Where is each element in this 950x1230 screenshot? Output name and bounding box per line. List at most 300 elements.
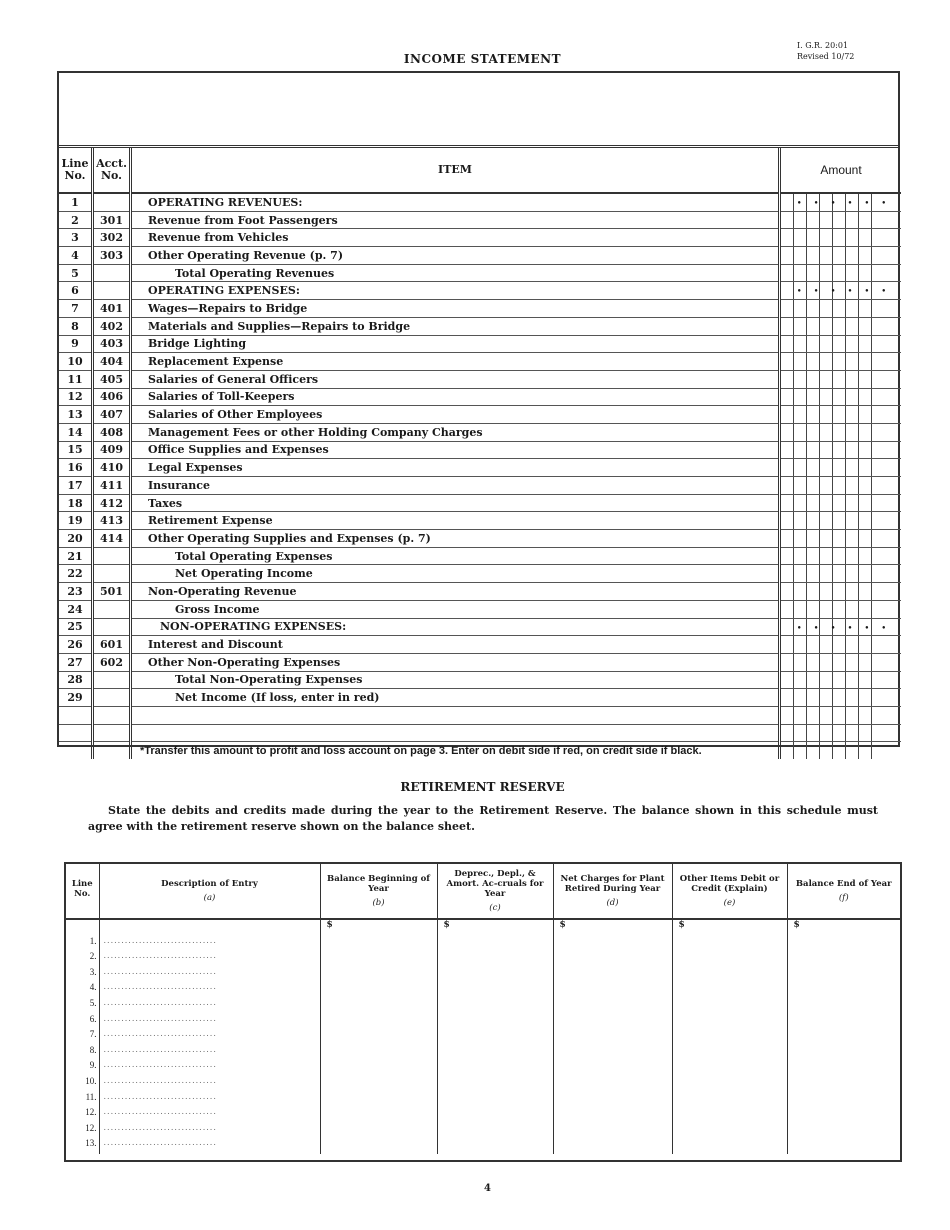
rr-amount-field[interactable] <box>320 1014 437 1030</box>
transfer-note: *Transfer this amount to profit and loss account on page 3. Enter on debit side if red, on credit side if black. <box>131 742 780 759</box>
table-row <box>59 477 901 495</box>
rr-amount-field[interactable] <box>787 951 900 967</box>
rr-amount-field[interactable] <box>320 951 437 967</box>
item-text: NON-OPERATING EXPENSES: <box>160 620 347 634</box>
item-label <box>131 706 780 724</box>
amount-grid <box>781 353 901 370</box>
amount-grid <box>781 212 901 229</box>
item-text: Total Operating Expenses <box>175 549 333 563</box>
item-text: Salaries of General Officers <box>148 372 319 386</box>
amount-grid <box>781 229 901 246</box>
account-number: 406 <box>93 388 131 406</box>
item-label <box>131 193 780 211</box>
line-number: 7 <box>59 300 93 318</box>
header-item: ITEM <box>131 148 780 193</box>
rr-amount-field[interactable] <box>437 1092 553 1108</box>
rr-column-code: (a) <box>203 893 216 903</box>
rr-description-field[interactable]: ................................ <box>99 967 320 983</box>
amount-grid <box>781 406 901 423</box>
rr-amount-field[interactable] <box>320 936 437 952</box>
amount-grid <box>781 689 901 706</box>
amount-cell[interactable] <box>780 264 902 282</box>
item-label <box>131 618 780 636</box>
rr-amount-field[interactable] <box>787 1076 900 1092</box>
item-label <box>131 317 780 335</box>
rr-amount-field[interactable] <box>553 1138 672 1154</box>
account-number: 414 <box>93 530 131 548</box>
item-text: OPERATING REVENUES: <box>148 195 303 209</box>
item-label <box>131 282 780 300</box>
rr-amount-field[interactable] <box>787 967 900 983</box>
amount-cell <box>780 742 902 759</box>
table-row <box>66 1107 900 1123</box>
item-label <box>131 459 780 477</box>
item-text: Revenue from Foot Passengers <box>148 213 338 227</box>
rr-amount-field[interactable] <box>437 1138 553 1154</box>
rr-description-field[interactable]: ................................ <box>99 1076 320 1092</box>
amount-cell[interactable] <box>780 636 902 654</box>
rr-description-field[interactable]: ................................ <box>99 1014 320 1030</box>
item-text: Non-Operating Revenue <box>148 584 297 598</box>
header-acct-no: Acct. No. <box>93 148 131 193</box>
account-number <box>93 547 131 565</box>
rr-amount-field[interactable] <box>437 1060 553 1076</box>
rr-column-header <box>99 864 320 919</box>
form-id-line1: I. G.R. 20:01 <box>797 41 849 50</box>
rr-column-label: Net Charges for Plant Retired During Year <box>560 874 665 894</box>
line-number: 29 <box>59 689 93 707</box>
rr-column-code: (f) <box>838 893 849 903</box>
rr-amount-field[interactable] <box>672 1060 787 1076</box>
line-number: 20 <box>59 530 93 548</box>
rr-amount-field[interactable] <box>787 1138 900 1154</box>
line-number: 22 <box>59 565 93 583</box>
amount-grid <box>781 548 901 565</box>
item-label <box>131 264 780 282</box>
rr-column-label: Line No. <box>71 879 93 899</box>
amount-grid <box>781 654 901 671</box>
table-row <box>59 494 901 512</box>
amount-dots: • • • • • • <box>797 622 892 632</box>
account-number <box>93 193 131 211</box>
rr-line-number: 8. <box>89 1044 97 1055</box>
rr-description-field[interactable]: ................................ <box>99 936 320 952</box>
rr-amount-field[interactable] <box>553 936 672 952</box>
rr-amount-field[interactable] <box>672 1029 787 1045</box>
table-row <box>66 967 900 983</box>
amount-grid <box>781 725 901 742</box>
amount-dots: • • • • • • <box>797 286 892 296</box>
account-number <box>93 671 131 689</box>
item-label <box>131 406 780 424</box>
rr-column-header <box>66 864 99 919</box>
rr-amount-field[interactable] <box>672 1138 787 1154</box>
amount-grid <box>781 565 901 582</box>
account-number: 601 <box>93 636 131 654</box>
amount-grid <box>781 300 901 317</box>
rr-line-number: 11. <box>85 1091 97 1102</box>
table-row <box>66 1123 900 1139</box>
amount-cell[interactable] <box>780 406 902 424</box>
dollar-sign: $ <box>787 919 900 936</box>
rr-amount-field[interactable] <box>672 1107 787 1123</box>
rr-amount-field[interactable] <box>320 1138 437 1154</box>
item-text: Management Fees or other Holding Company Charges <box>148 425 483 439</box>
line-number: 28 <box>59 671 93 689</box>
account-number: 602 <box>93 653 131 671</box>
item-label <box>131 530 780 548</box>
rr-column-header <box>437 864 553 919</box>
rr-amount-field[interactable] <box>320 1076 437 1092</box>
amount-cell[interactable] <box>780 353 902 371</box>
item-label <box>131 211 780 229</box>
rr-amount-field[interactable] <box>437 998 553 1014</box>
item-text: Other Non-Operating Expenses <box>148 655 341 669</box>
table-row <box>59 423 901 441</box>
rr-amount-field[interactable] <box>787 982 900 998</box>
rr-amount-field[interactable] <box>672 1092 787 1108</box>
form-id-line2: Revised 10/72 <box>797 52 855 61</box>
amount-cell[interactable] <box>780 229 902 247</box>
table-row <box>66 1014 900 1030</box>
account-number <box>93 264 131 282</box>
table-row <box>66 1029 900 1045</box>
amount-cell[interactable] <box>780 547 902 565</box>
dollar-sign: $ <box>320 919 437 936</box>
amount-cell[interactable] <box>780 247 902 265</box>
item-text: Net Income (If loss, enter in red) <box>175 691 380 705</box>
rr-description-field[interactable]: ................................ <box>99 982 320 998</box>
account-number: 501 <box>93 583 131 601</box>
rr-amount-field[interactable] <box>672 1045 787 1061</box>
rr-amount-field[interactable] <box>553 982 672 998</box>
rr-amount-field[interactable] <box>320 1092 437 1108</box>
rr-amount-field[interactable] <box>320 982 437 998</box>
item-label <box>131 494 780 512</box>
amount-cell[interactable] <box>780 459 902 477</box>
amount-cell[interactable] <box>780 583 902 601</box>
header-blank-area <box>59 73 898 148</box>
rr-amount-field[interactable] <box>553 1076 672 1092</box>
rr-amount-field[interactable] <box>553 1123 672 1139</box>
rr-amount-field[interactable] <box>672 936 787 952</box>
rr-amount-field[interactable] <box>320 967 437 983</box>
line-number: 9 <box>59 335 93 353</box>
rr-amount-field[interactable] <box>787 1029 900 1045</box>
line-number <box>59 724 93 742</box>
item-label <box>131 671 780 689</box>
table-row <box>66 1138 900 1154</box>
item-text: Replacement Expense <box>148 355 284 369</box>
amount-cell[interactable] <box>780 370 902 388</box>
amount-cell[interactable] <box>780 317 902 335</box>
header-line-no: Line No. <box>59 148 93 193</box>
rr-amount-field[interactable] <box>787 936 900 952</box>
rr-description-field[interactable]: ................................ <box>99 1045 320 1061</box>
rr-amount-field[interactable] <box>320 1045 437 1061</box>
item-label <box>131 229 780 247</box>
item-text: Insurance <box>148 478 210 492</box>
rr-column-label: Other Items Debit or Credit (Explain) <box>679 874 780 894</box>
rr-amount-field[interactable] <box>672 967 787 983</box>
table-row <box>59 247 901 265</box>
rr-column-header <box>787 864 900 919</box>
retirement-reserve-body <box>66 919 900 1154</box>
rr-amount-field[interactable] <box>672 951 787 967</box>
table-row <box>59 264 901 282</box>
item-text: Total Operating Revenues <box>175 266 335 280</box>
item-text: Gross Income <box>175 602 260 616</box>
line-number: 12 <box>59 388 93 406</box>
rr-column-label: Balance Beginning of Year <box>327 874 430 894</box>
amount-grid <box>781 583 901 600</box>
rr-column-label: Balance End of Year <box>795 879 892 889</box>
amount-dots: • • • • • • <box>797 198 892 207</box>
rr-column-code: (d) <box>606 898 619 908</box>
item-label <box>131 247 780 265</box>
line-number: 11 <box>59 370 93 388</box>
item-label <box>131 565 780 583</box>
rr-amount-field[interactable] <box>787 1060 900 1076</box>
rr-amount-field[interactable] <box>437 1076 553 1092</box>
rr-amount-field[interactable] <box>553 1014 672 1030</box>
item-text: Other Operating Supplies and Expenses (p. 7) <box>148 531 431 545</box>
rr-description-field[interactable]: ................................ <box>99 1060 320 1076</box>
amount-cell[interactable] <box>780 282 902 300</box>
table-row <box>59 653 901 671</box>
rr-line-number: 1. <box>89 935 97 946</box>
rr-amount-field[interactable] <box>787 1045 900 1061</box>
amount-grid <box>781 371 901 388</box>
table-row <box>59 724 901 742</box>
rr-amount-field[interactable] <box>437 936 553 952</box>
rr-amount-field[interactable] <box>672 998 787 1014</box>
amount-grid <box>781 265 901 282</box>
item-text: Taxes <box>148 496 183 510</box>
rr-description-field[interactable]: ................................ <box>99 1138 320 1154</box>
amount-grid <box>781 707 901 724</box>
amount-cell[interactable] <box>780 211 902 229</box>
amount-cell[interactable] <box>780 335 902 353</box>
rr-amount-field[interactable] <box>437 951 553 967</box>
item-label <box>131 512 780 530</box>
line-number: 4 <box>59 247 93 265</box>
item-text: Retirement Expense <box>148 514 273 528</box>
table-row <box>59 388 901 406</box>
rr-line-number: 12. <box>85 1107 97 1118</box>
rr-description-field[interactable]: ................................ <box>99 1029 320 1045</box>
table-row <box>66 1092 900 1108</box>
rr-amount-field[interactable] <box>437 982 553 998</box>
rr-line-number: 9. <box>89 1060 97 1071</box>
table-row <box>66 1076 900 1092</box>
amount-cell[interactable] <box>780 565 902 583</box>
rr-amount-field[interactable] <box>553 1029 672 1045</box>
item-label <box>131 636 780 654</box>
account-number <box>93 689 131 707</box>
rr-amount-field[interactable] <box>787 1107 900 1123</box>
rr-description-field[interactable]: ................................ <box>99 1092 320 1108</box>
rr-amount-field[interactable] <box>787 1123 900 1139</box>
line-number: 15 <box>59 441 93 459</box>
account-number: 407 <box>93 406 131 424</box>
item-label <box>131 353 780 371</box>
dollar-sign: $ <box>672 919 787 936</box>
account-number <box>93 600 131 618</box>
table-row <box>59 689 901 707</box>
account-number: 409 <box>93 441 131 459</box>
amount-grid <box>781 318 901 335</box>
table-row <box>59 530 901 548</box>
amount-cell[interactable] <box>780 530 902 548</box>
amount-cell[interactable] <box>780 477 902 495</box>
amount-cell[interactable] <box>780 494 902 512</box>
item-text: Materials and Supplies—Repairs to Bridge <box>148 319 411 333</box>
rr-amount-field[interactable] <box>672 1076 787 1092</box>
table-row <box>59 459 901 477</box>
amount-cell[interactable] <box>780 512 902 530</box>
rr-amount-field[interactable] <box>787 1014 900 1030</box>
table-row <box>59 406 901 424</box>
rr-amount-field[interactable] <box>437 967 553 983</box>
rr-line-number: 7. <box>89 1029 97 1040</box>
rr-amount-field[interactable] <box>553 1060 672 1076</box>
rr-column-label: Description of Entry <box>161 879 258 889</box>
amount-cell[interactable] <box>780 300 902 318</box>
item-label <box>131 423 780 441</box>
amount-cell[interactable] <box>780 671 902 689</box>
rr-amount-field[interactable] <box>787 998 900 1014</box>
line-number: 3 <box>59 229 93 247</box>
amount-grid <box>781 636 901 653</box>
table-row <box>59 335 901 353</box>
item-text: Total Non-Operating Expenses <box>175 673 363 687</box>
account-number: 403 <box>93 335 131 353</box>
rr-column-code: (b) <box>372 898 385 908</box>
amount-grid <box>781 336 901 353</box>
table-row <box>59 370 901 388</box>
item-text: Legal Expenses <box>148 461 243 475</box>
table-row <box>66 998 900 1014</box>
rr-line-number: 4. <box>89 982 97 993</box>
amount-cell[interactable] <box>780 193 902 211</box>
rr-amount-field[interactable] <box>437 1045 553 1061</box>
page-number: 4 <box>484 1183 491 1194</box>
rr-amount-field[interactable] <box>437 1123 553 1139</box>
rr-amount-field[interactable] <box>553 967 672 983</box>
rr-amount-field[interactable] <box>437 1029 553 1045</box>
account-number: 410 <box>93 459 131 477</box>
account-number <box>93 282 131 300</box>
amount-cell[interactable] <box>780 618 902 636</box>
amount-cell[interactable] <box>780 600 902 618</box>
line-number: 2 <box>59 211 93 229</box>
amount-cell[interactable] <box>780 706 902 724</box>
rr-amount-field[interactable] <box>320 1029 437 1045</box>
item-label <box>131 388 780 406</box>
rr-amount-field[interactable] <box>553 1045 672 1061</box>
dollar-sign: $ <box>437 919 553 936</box>
amount-cell[interactable] <box>780 689 902 707</box>
amount-cell[interactable] <box>780 388 902 406</box>
line-number: 27 <box>59 653 93 671</box>
account-number: 404 <box>93 353 131 371</box>
amount-cell[interactable] <box>780 423 902 441</box>
rr-description-field[interactable]: ................................ <box>99 998 320 1014</box>
rr-description-field[interactable]: ................................ <box>99 1123 320 1139</box>
header-amount: Amount <box>780 148 902 193</box>
rr-amount-field[interactable] <box>320 1123 437 1139</box>
amount-cell[interactable] <box>780 653 902 671</box>
amount-cell[interactable] <box>780 441 902 459</box>
income-statement-body <box>59 193 901 759</box>
item-text: OPERATING EXPENSES: <box>148 284 300 298</box>
account-number: 412 <box>93 494 131 512</box>
rr-amount-field[interactable] <box>320 1060 437 1076</box>
item-label <box>131 583 780 601</box>
table-row <box>59 600 901 618</box>
table-row <box>59 565 901 583</box>
amount-cell[interactable] <box>780 724 902 742</box>
rr-amount-field[interactable] <box>437 1107 553 1123</box>
amount-grid <box>781 389 901 406</box>
rr-amount-field[interactable] <box>320 1107 437 1123</box>
rr-column-label: Deprec., Depl., & Amort. Ac-cruals for Year <box>446 869 544 899</box>
table-row <box>59 671 901 689</box>
amount-grid <box>781 495 901 512</box>
retirement-reserve-frame <box>64 862 902 1162</box>
retirement-reserve-instructions: State the debits and credits made during the year to the Retirement Reserve. The balance shown in this schedule must agree with the retirement reserve shown on the balance sheet. <box>88 804 878 833</box>
item-label <box>131 689 780 707</box>
rr-line-number: 10. <box>85 1075 97 1086</box>
retirement-reserve-title: RETIREMENT RESERVE <box>400 780 565 794</box>
item-text: Interest and Discount <box>148 638 283 652</box>
rr-amount-field[interactable] <box>320 998 437 1014</box>
account-number <box>93 618 131 636</box>
item-label <box>131 441 780 459</box>
rr-amount-field[interactable] <box>672 982 787 998</box>
rr-amount-field[interactable] <box>672 1123 787 1139</box>
rr-amount-field[interactable] <box>553 951 672 967</box>
rr-amount-field[interactable] <box>553 1107 672 1123</box>
account-number: 405 <box>93 370 131 388</box>
account-number: 411 <box>93 477 131 495</box>
rr-column-header <box>320 864 437 919</box>
rr-amount-field[interactable] <box>787 1092 900 1108</box>
item-text: Revenue from Vehicles <box>148 231 289 245</box>
line-number: 14 <box>59 423 93 441</box>
item-label <box>131 653 780 671</box>
table-row <box>59 229 901 247</box>
rr-description-field[interactable]: ................................ <box>99 1107 320 1123</box>
rr-amount-field[interactable] <box>672 1014 787 1030</box>
rr-description-field[interactable]: ................................ <box>99 951 320 967</box>
rr-amount-field[interactable] <box>553 998 672 1014</box>
table-row <box>59 618 901 636</box>
account-number: 302 <box>93 229 131 247</box>
item-text: Salaries of Other Employees <box>148 408 323 422</box>
item-text: Wages—Repairs to Bridge <box>148 301 308 315</box>
rr-amount-field[interactable] <box>437 1014 553 1030</box>
line-number: 25 <box>59 618 93 636</box>
rr-column-code: (c) <box>489 903 501 913</box>
amount-grid <box>781 442 901 459</box>
page-title: INCOME STATEMENT <box>403 52 562 66</box>
rr-amount-field[interactable] <box>553 1092 672 1108</box>
table-row <box>66 982 900 998</box>
table-row <box>66 1060 900 1076</box>
amount-grid <box>781 601 901 618</box>
